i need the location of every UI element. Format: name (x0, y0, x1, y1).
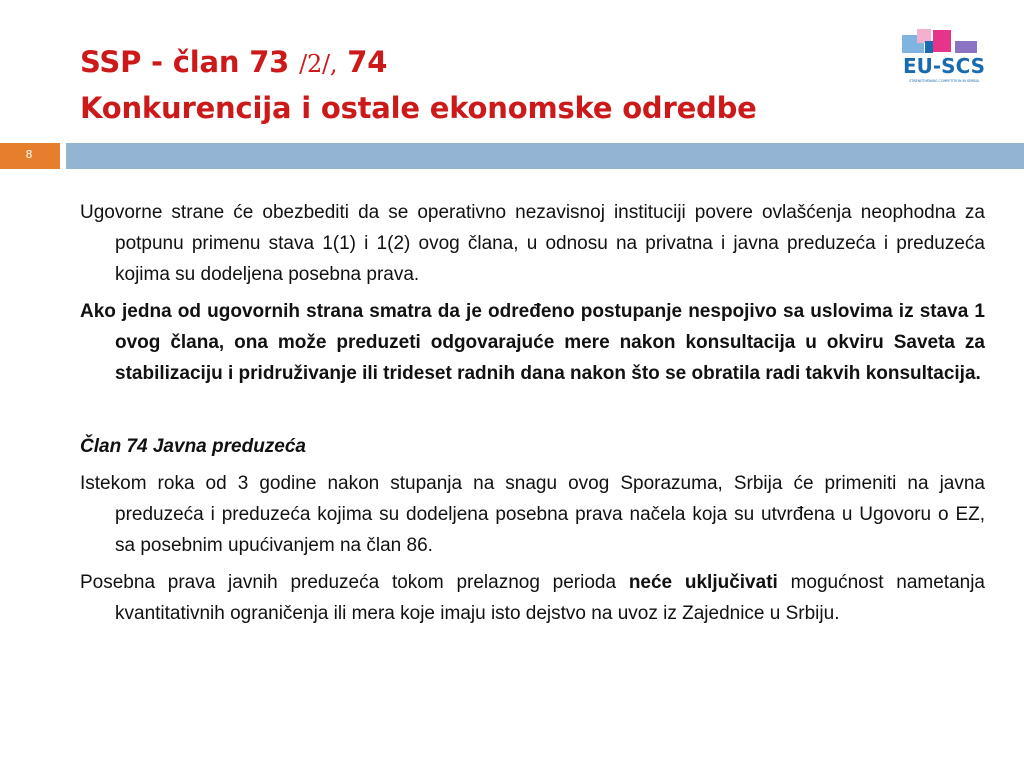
eu-scs-logo (897, 27, 992, 87)
page-number: 8 (25, 148, 33, 161)
paragraph-1: Ugovorne strane će obezbediti da se operativno nezavisnoj instituciji povere ovlašćenja neophodna za potpunu primenu stava 1(1) i 1(2) ovog člana, u odnosu na privatna i javna preduzeća i preduzeća kojima su dodeljena posebna prava. (80, 202, 985, 285)
logo-square-blue-dark (925, 41, 933, 53)
title-divider-bar (66, 143, 1024, 169)
spacer (80, 395, 985, 431)
title-main: SSP - član 73 (80, 45, 290, 79)
paragraph-2: Ako jedna od ugovornih strana smatra da je određeno postupanje nespojivo sa uslovima iz stava 1 ovog člana, ona može preduzeti odgovarajuće mere nakon konsultacija u okviru Saveta za stabilizaciju i pridruživanje ili trideset radnih dana nakon što se obratila radi takvih konsultacija. (80, 301, 985, 384)
paragraph-4 (80, 567, 985, 629)
slide-body (80, 197, 985, 635)
logo-text: EU-SCS (902, 54, 986, 78)
title-line-1 (80, 40, 880, 86)
slide-title (80, 40, 880, 130)
logo-square-magenta (933, 30, 951, 52)
section-heading: Član 74 Javna preduzeća (80, 436, 306, 457)
title-line-2: Konkurencija i ostale ekonomske odredbe (80, 91, 757, 125)
paragraph-3: Istekom roka od 3 godine nakon stupanja na snagu ovog Sporazuma, Srbija će primeniti na javna preduzeća i preduzeća kojima su dodeljena posebna prava načela koja su utvrđena u Ugovoru o EZ, sa posebnim upućivanjem na član 86. (80, 473, 985, 556)
paragraph-4-end: mogućnost nametanja kvantitativnih ograničenja ili mera koje imaju isto dejstvo na uvoz iz Zajednice u Srbiju. (115, 572, 986, 624)
logo-tagline: STRENGTHENING COMPETITION IN SERBIA (909, 79, 979, 83)
title-light: /2/, (299, 50, 338, 78)
logo-square-pink-light (917, 29, 931, 43)
paragraph-4-emphasis: neće uključivati (628, 572, 778, 593)
logo-square-lavender (955, 41, 977, 53)
paragraph-4-start: Posebna prava javnih preduzeća tokom prelaznog perioda (80, 572, 629, 593)
title-end: 74 (347, 45, 388, 79)
